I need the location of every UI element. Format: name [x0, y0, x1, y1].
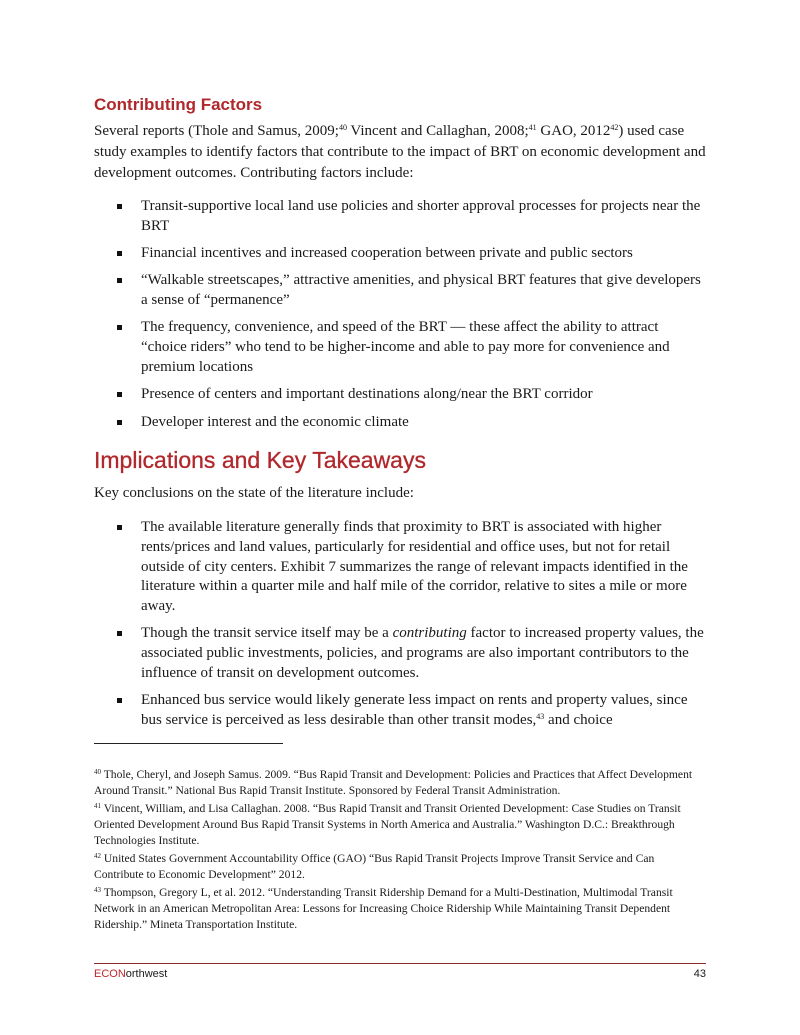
text: Several reports (Thole and Samus, 2009; [94, 123, 339, 139]
takeaways-list [94, 518, 706, 738]
list-item-text: The available literature generally finds that proximity to BRT is associated with higher rents/prices and land values, particularly for residential and office uses, but not for retail outside of city centers. Exhibit 7 summarizes the range of relevant impacts identified in the literature within a quarter mile and half mile of the corridor, relative to sites a mile or more away. [141, 519, 688, 615]
list-item [94, 518, 706, 617]
footnote-divider [94, 743, 283, 744]
list-item [94, 413, 706, 433]
bullet-icon [117, 278, 122, 283]
footnote-ref[interactable]: 41 [528, 123, 537, 132]
text: Though the transit service itself may be a [141, 625, 393, 642]
footnote-number: 42 [94, 852, 101, 860]
footnote-text: United States Government Accountability Office (GAO) “Bus Rapid Transit Projects Improve Transit Service and Can Contribute to Economic Development” 2012. [94, 852, 655, 881]
bullet-icon [117, 251, 122, 256]
intro-text [94, 121, 706, 184]
heading-contributing-factors: Contributing Factors [94, 95, 263, 114]
bullet-icon [117, 204, 122, 209]
list-item [94, 271, 706, 311]
list-item-text: Transit-supportive local land use policies and shorter approval processes for projects near the BRT [141, 198, 701, 234]
footnote-text: Vincent, William, and Lisa Callaghan. 2008. “Bus Rapid Transit and Transit Oriented Development: Case Studies on Transit Oriented Development Around Bus Rapid Transit Systems in North America and Australia.” Washington D.C.: Breakthrough Technologies Institute. [94, 802, 681, 847]
list-item [94, 244, 706, 264]
text: ) used case study examples to identify factors that contribute to the impact of BRT on economic development and development outcomes. Contributing factors include: [94, 123, 706, 181]
heading-implications: Implications and Key Takeaways [94, 447, 426, 473]
list-item-text: Financial incentives and increased cooperation between private and public sectors [141, 245, 633, 262]
bullet-icon [117, 631, 122, 636]
footnote-ref[interactable]: 43 [536, 712, 545, 722]
list-item [94, 624, 706, 683]
bullet-icon [117, 698, 122, 703]
section-implications [94, 447, 706, 473]
section-contributing-factors [94, 95, 706, 115]
list-item-text: Presence of centers and important destinations along/near the BRT corridor [141, 386, 593, 403]
list-item [94, 385, 706, 405]
bullet-icon [117, 392, 122, 397]
bullet-icon [117, 420, 122, 425]
implications-intro [94, 483, 706, 504]
brand-econ: ECON [94, 968, 126, 980]
list-item [94, 197, 706, 237]
footnote [94, 885, 706, 933]
emphasis: contributing [392, 625, 467, 642]
list-item [94, 318, 706, 377]
footnotes [94, 767, 706, 935]
text: GAO, 2012 [536, 123, 611, 139]
list-item-text: The frequency, convenience, and speed of the BRT — these affect the ability to attract “choice riders” who tend to be higher-income and able to pay more for convenience and premium locations [141, 319, 670, 376]
bullet-icon [117, 325, 122, 330]
brand-northwest: orthwest [125, 968, 168, 980]
footnote [94, 851, 706, 883]
list-item [94, 691, 706, 731]
text: Enhanced bus service would likely generate less impact on rents and property values, since bus service is perceived as less desirable than other transit modes, [141, 692, 688, 729]
footnote [94, 767, 706, 799]
text: Vincent and Callaghan, 2008; [346, 123, 529, 139]
page-number: 43 [693, 968, 706, 980]
bullet-icon [117, 525, 122, 530]
brand-logo [94, 968, 167, 980]
factors-list [94, 197, 706, 440]
footer-divider [94, 963, 706, 964]
footnote-number: 41 [94, 802, 101, 810]
footnote-number: 43 [94, 886, 101, 894]
footnote-text: Thole, Cheryl, and Joseph Samus. 2009. “Bus Rapid Transit and Development: Policies and Practices that Affect Development Around Transit.” National Bus Rapid Transit Institute. Sponsored by Federal Transit Administration. [94, 768, 693, 797]
intro-text: Key conclusions on the state of the literature include: [94, 485, 414, 501]
footnote [94, 801, 706, 849]
list-item-text: “Walkable streetscapes,” attractive amenities, and physical BRT features that give developers a sense of “permanence” [141, 272, 701, 309]
footnote-text: Thompson, Gregory L, et al. 2012. “Understanding Transit Ridership Demand for a Multi-Destination, Multimodal Transit Network in an American Metropolitan Area: Lessons for Increasing Choice Ridership While Maintaining Transit Dependent Ridership.” Mineta Transportation Institute. [94, 886, 673, 931]
footnote-ref[interactable]: 42 [610, 123, 619, 132]
text: and choice [544, 712, 613, 729]
page-footer [94, 968, 706, 980]
list-item-text: Developer interest and the economic climate [141, 413, 409, 430]
text: factor to increased property values, the associated public investments, policies, and programs are also important contributors to the influence of transit on development outcomes. [141, 625, 704, 682]
footnote-ref[interactable]: 40 [338, 123, 347, 132]
footnote-number: 40 [94, 768, 101, 776]
intro-paragraph [94, 121, 706, 184]
